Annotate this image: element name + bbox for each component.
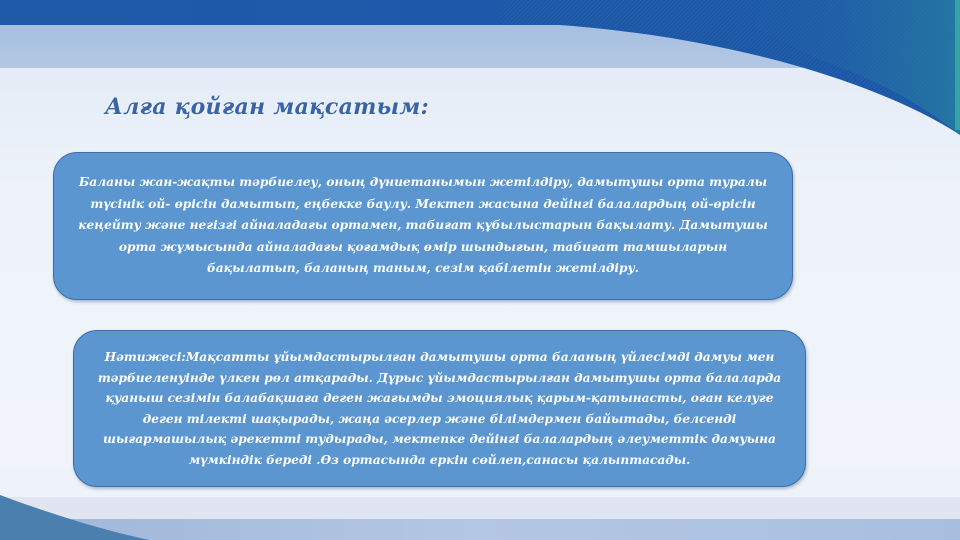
goal-text: Баланы жан-жақты тәрбиелеу, оның дүниетанымын жетілдіру, дамытушы орта туралы түсінік ой- өрісін дамытып, еңбекке баулу. Мектеп жасына дейінгі балалардың ой-өрісін кеңейту және негізгі айналадағы ортамен, табиғат құбылыстарын бақылату. Дамытушы орта жұмысында айналадағы қоғамдық өмір шындығын, табиғат тамшыларын бақылатып, баланың таным, сезім қабілетін жетілдіру. [78,175,768,276]
goal-text-box [53,152,793,300]
slide-title: Алға қойған мақсатым: [105,94,430,120]
decorative-swoosh-bottom [0,490,200,540]
result-text: Нәтижесі:Мақсатты ұйымдастырылған дамытушы орта баланың үйлесімді дамуы мен тәрбиеленуінде үлкен рөл атқарады. Дұрыс ұйымдастырылған дамытушы орта балаларда қуаныш сезімін балабақшаға деген жағымды эмоциялық қарым-қатынасты, оған келуге деген тілекті шақырады, жаңа әсерлер және білімдермен байытады, белсенді шығармашылық әрекетті тудырады, мектепке дейінгі балалардың әлеуметтік дамуына мүмкіндік береді .Өз ортасында еркін сөйлеп,санасы қалыптасады. [97,350,782,467]
result-text-box [73,330,806,487]
